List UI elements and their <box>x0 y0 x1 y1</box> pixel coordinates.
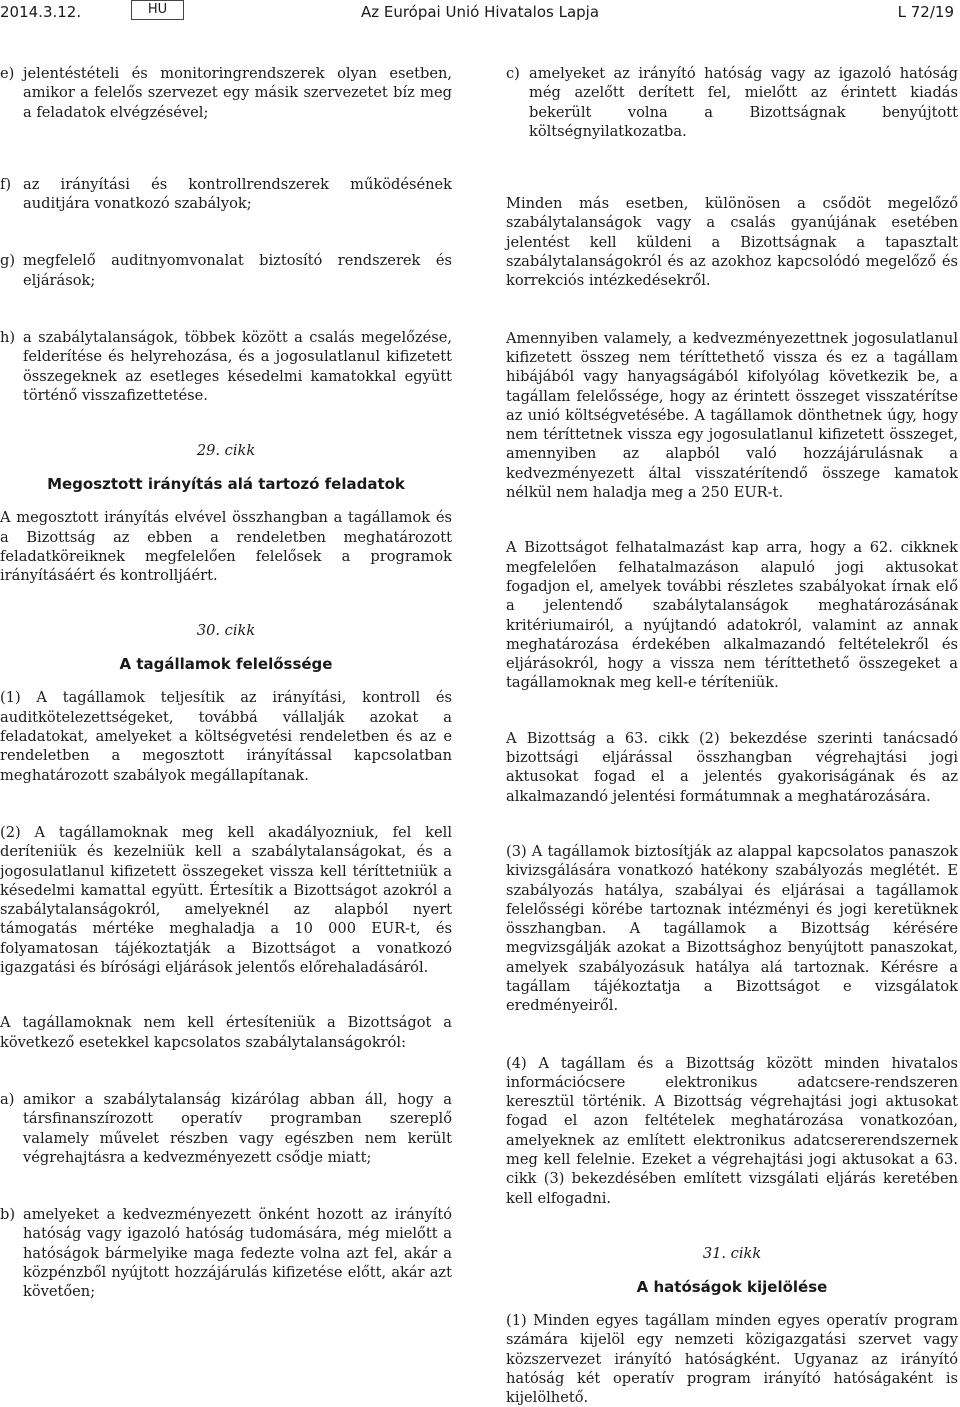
right-para-4: A Bizottság a 63. cikk (2) bekezdése szerinti tanácsadó bizottsági eljárással összhangban végrehajtási jogi aktusokat fogad el a jelentés gyakoriságának és az alkalmazandó jelentési formátumnak a meghatározására. <box>506 729 958 805</box>
point-h: h) a szabálytalanságok, többek között a csalás megelőzése, felderítése és helyrehozása, és a jogosulatlanul kifizetett összegeknek az esetleges késedelmi kamatokkal együtt történő visszafizettetése. <box>0 329 452 404</box>
page-number: L 72/19 <box>897 3 954 21</box>
article-29-text: A megosztott irányítás elvével összhangban a tagállamok és a Bizottság az ebben a rendeletben meghatározott feladatköreiknek megfelelően felelősek a programok irányításáért és kontrolljáért. <box>0 509 452 585</box>
point-c: c) amelyeket az irányító hatóság vagy az igazoló hatóság még azelőtt derített fel, mielőtt az érintett kiadás bekerült volna a Bizottságnak benyújtott költségnyilatkozatba. <box>506 65 958 140</box>
article-30-title: A tagállamok felelőssége <box>119 655 333 674</box>
article-30-para-1: (1) A tagállamok teljesítik az irányítási, kontroll és auditkötelezettségeket, továbbá vállalják azokat a feladatokat, amelyeket a költségvetési rendeletben és az e rendeletben a megosztott irányítással kapcsolatban meghatározott szabályok megállapítanak. <box>0 689 452 784</box>
article-29-number: 29. cikk <box>196 442 256 460</box>
right-para-6: (4) A tagállam és a Bizottság között minden hivatalos információcsere elektronikus adatcsere-rendszeren keresztül történik. A Bizottság végrehajtási jogi aktusokat fogad el azon feltételek meghatározása vonatkozóan, amelyeknek az említett elektronikus adatcsererendszernek meg kell felelnie. Ezeket a végrehajtási jogi aktusokat a 63. cikk (3) bekezdésében említett vizsgálati eljárás keretében kell elfogadni. <box>506 1054 958 1207</box>
point-b: b) amelyeket a kedvezményezett önként hozott az irányító hatóság vagy igazoló hatóság tudomására, még mielőtt a hatóságok bármelyike maga fedezte volna azt fel, akár a közpénzből nyújtott hozzájárulás kifizetése előtt, akár azt követően; <box>0 1206 452 1301</box>
article-29-title: Megosztott irányítás alá tartozó feladatok <box>47 475 405 494</box>
left-column <box>0 64 452 1302</box>
right-para-1: Minden más esetben, különösen a csődöt megelőző szabálytalanságok vagy a csalás gyanújának esetében jelentést kell küldeni a Bizottságnak a tapasztalt szabálytalanságokról és az azokhoz kapcsolódó megelőző és korrekciós intézkedésekről. <box>506 195 958 290</box>
page-header <box>0 0 960 24</box>
right-para-5: (3) A tagállamok biztosítják az alappal kapcsolatos panaszok kivizsgálására vonatkozó hatékony szabályozás meglétét. E szabályozás hatálya, szabályai és eljárásai a tagállamok felelősségi körébe tartoznak intézményi és jogi keretüknek összhangban. A tagállamok a Bizottság kérésére megvizsgálják azokat a Bizottsághoz benyújtott panaszokat, amelyek szabályozásuk hatálya alá tartoznak. Kérésre a tagállam tájékoztatja a Bizottságot e vizsgálatok eredményeiről. <box>506 842 958 1015</box>
point-a: a) amikor a szabálytalanság kizárólag abban áll, hogy a társfinanszírozott operatív programban szereplő valamely művelet részben vagy egészben nem került végrehajtásra a kedvezményezett csődje miatt; <box>0 1090 452 1166</box>
header-date: 2014.3.12. <box>0 3 82 21</box>
point-e: e) jelentéstételi és monitoringrendszerek olyan esetben, amikor a felelős szervezet egy másik szervezetet bíz meg a feladatok elvégzésével; <box>0 65 452 121</box>
article-31-title: A hatóságok kijelölése <box>636 1277 828 1296</box>
point-f: f) az irányítási és kontrollrendszerek működésének auditjára vonatkozó szabályok; <box>0 175 452 213</box>
right-column <box>506 64 958 1407</box>
article-31-number: 31. cikk <box>702 1244 762 1262</box>
right-para-3: A Bizottságot felhatalmazást kap arra, hogy a 62. cikknek megfelelően felhatalmazáson alapuló jogi aktusokat fogadjon el, amelyek további részletes szabályokat írnak elő a jelentendő szabálytalanságok meghatározásának kritériumairól, a nyújtandó adatokról, valamint az annak meghatározása érdekében alkalmazandó feltételekről és eljárásokról, hogy a vissza nem téríttethető összegeket a tagállamoknak meg kell-e téríteniük. <box>506 539 958 692</box>
point-g: g) megfelelő auditnyomvonalat biztosító rendszerek és eljárások; <box>0 252 452 289</box>
article-30-para-3: A tagállamoknak nem kell értesíteniük a Bizottságot a következő esetekkel kapcsolatos szabálytalanságokról: <box>0 1014 452 1051</box>
article-30-para-2: (2) A tagállamoknak meg kell akadályozniuk, fel kell deríteniük és kezelniük kell a szabálytalanságokat, és a jogosulatlanul kifizetett összegeket vissza kell téríttetniük a késedelmi kamattal együtt. Értesítik a Bizottságot azokról a szabálytalanságokról, amelyeknél az alapból nyert támogatás mértéke meghaladja a 10 000 EUR-t, és folyamatosan tájékoztatják a Bizottságot a vonatkozó igazgatási és bírósági eljárások jelentős előrehaladásáról. <box>0 823 452 977</box>
language-badge: HU <box>131 0 184 20</box>
article-31-para-1: (1) Minden egyes tagállam minden egyes operatív program számára kijelöl egy nemzeti közigazgatási szervet vagy közszervezet irányító hatóságként. Ugyanaz az irányító hatóság két operatív program irányító hatóságaként is kijelölhető. <box>506 1311 958 1407</box>
right-para-2: Amennyiben valamely, a kedvezményezettnek jogosulatlanul kifizetett összeg nem téríttethető vissza és ez a tagállam hibájából vagy hanyagságából kifolyólag következik be, a tagállam felelőssége, hogy az érintett összeget visszatérítse az unió költségvetésébe. A tagállamok dönthetnek úgy, hogy nem téríttetnek vissza egy jogosulatlanul kifizetett összeget, amennyiben az alapból való hozzájárulásnak a kedvezményezett által visszatérítendő összege kamatok nélkül nem haladja meg a 250 EUR-t. <box>506 329 958 502</box>
journal-title: Az Európai Unió Hivatalos Lapja <box>360 3 600 21</box>
article-30-number: 30. cikk <box>196 622 256 640</box>
